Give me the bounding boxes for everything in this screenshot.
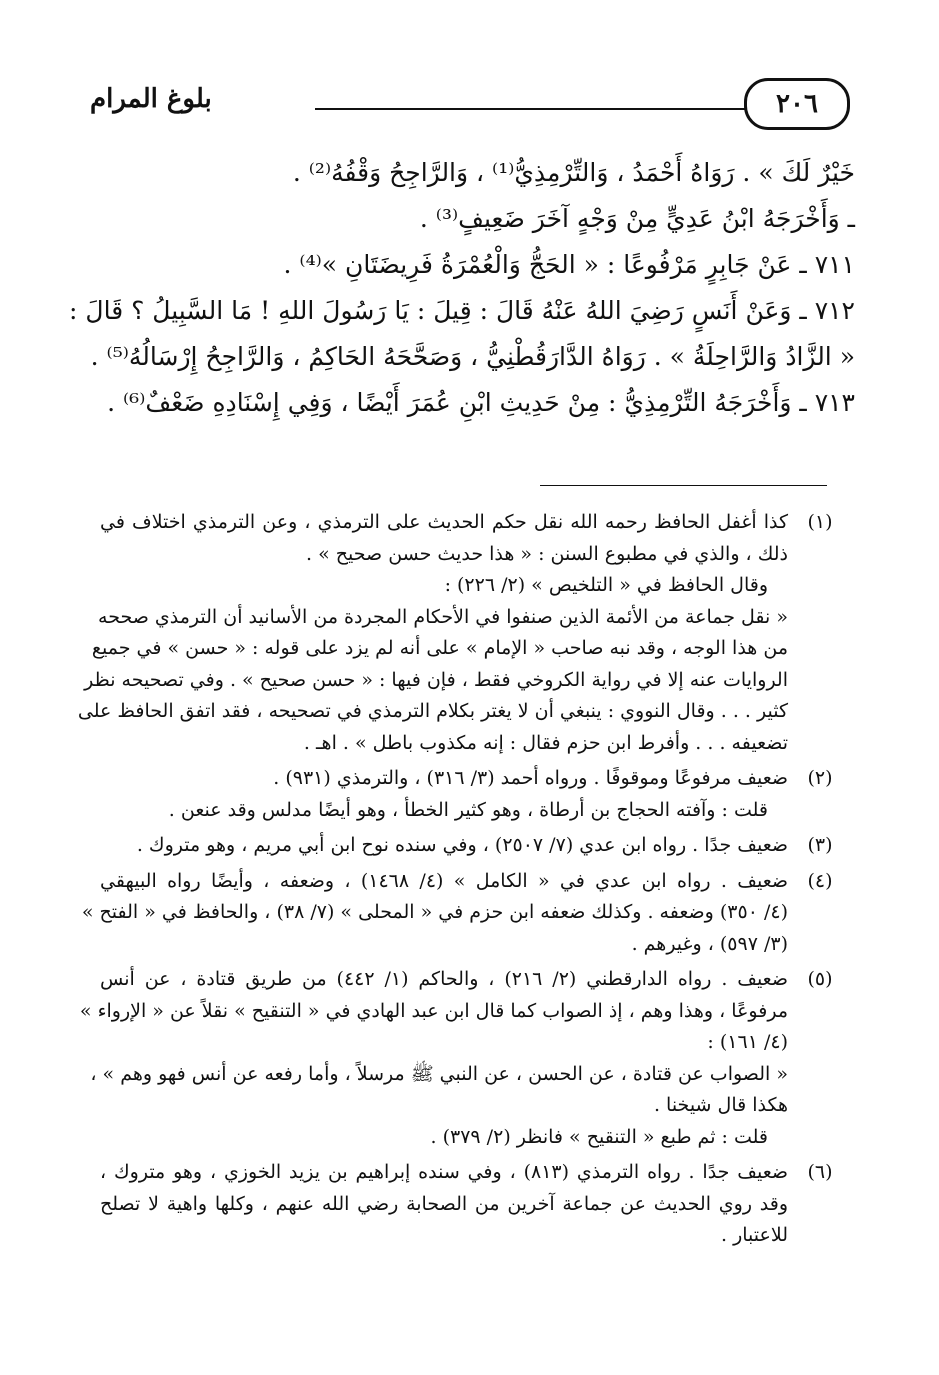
footnote-line: « الصواب عن قتادة ، عن الحسن ، عن النبي ﷺ مرسلاً ، وأما رفعه عن أنس فهو وهم » ، (90, 1062, 788, 1085)
footnote-separator (540, 485, 827, 486)
footnote-line: كثير . . . وقال النووي : ينبغي أن لا يغتر بكلام الترمذي في تصحيحه ، فقد اتفق الحافظ على (77, 700, 788, 722)
footnote-line: هكذا قال شيخنا . (653, 1094, 788, 1116)
footnote-line: ضعيف . رواه ابن عدي في « الكامل » (٤/ ١٤٦٨) ، وضعفه ، وأيضًا رواه البيهقي (100, 869, 788, 892)
footnote-3 (100, 830, 845, 862)
footnote-4 (81, 866, 845, 961)
footnote-line: قلت : وآفته الحجاج بن أرطاة ، وهو كثير الخطأ ، وهو أيضًا مدلس وقد عنعن . (168, 798, 768, 821)
footnote-line: « نقل جماعة من الأئمة الذين صنفوا في الأحكام المجردة من الأسانيد أن الترمذي صححه (98, 605, 788, 628)
footnote-line: من هذا الوجه ، وقد نبه صاحب « الإمام » على أنه لم يزد على قوله : « حسن » في جميع (91, 637, 788, 659)
footnote-line: (٤/ ٣٥٠) وضعفه . وكذلك ضعفه ابن حزم في « المحلى » (٧/ ٣٨) ، والحافظ في « الفتح » (81, 901, 788, 923)
footnote-number: (٢) (807, 767, 833, 789)
footnote-5 (79, 964, 845, 1153)
footnote-line: مرفوعًا ، وهذا وهم ، إذ الصواب كما قال ابن عبد الهادي في « التنقيح » نقلاً عن « الإرواء » (79, 999, 788, 1022)
main-line: ـ وَأَخْرَجَهُ ابْنُ عَدِيٍّ مِنْ وَجْهٍ آخَرَ ضَعِيفٍ⁽³⁾ . (419, 204, 855, 233)
footnote-line: (٤/ ١٦١) : (707, 1031, 788, 1053)
footnote-6 (100, 1157, 845, 1252)
footnotes (77, 507, 845, 1252)
footnote-line: قلت : ثم طبع « التنقيح » فانظر (٢/ ٣٧٩) . (430, 1125, 768, 1148)
main-line: خَيْرٌ لَكَ » . رَوَاهُ أَحْمَدُ ، وَالتِّرْمِذِيُّ⁽¹⁾ ، وَالرَّاجِحُ وَقْفُهُ⁽²⁾ . (292, 158, 855, 187)
footnote-line: ضعيف . رواه الدارقطني (٢/ ٢١٦) ، والحاكم (١/ ٤٤٢) من طريق قتادة ، عن أنس (100, 968, 788, 990)
hadith-711: ٧١١ ـ عَنْ جَابِرٍ مَرْفُوعًا : « الحَجُّ وَالْعُمْرَةُ فَرِيضَتَانِ »⁽⁴⁾ . (283, 250, 855, 279)
main-line: « الزَّادُ وَالرَّاحِلَةُ » . رَوَاهُ الدَّارَقُطْنِيُّ ، وَصَحَّحَهُ الحَاكِمُ ، وَالرَّاجِحُ إِرْسَالُهُ⁽⁵⁾ . (90, 342, 855, 371)
main-text (69, 150, 855, 426)
footnote-line: (٣/ ٥٩٧) ، وغيرهم . (631, 932, 788, 955)
footnote-line: للاعتبار . (721, 1224, 788, 1246)
footnote-number: (١) (807, 511, 833, 533)
footnote-1 (77, 507, 845, 759)
hadith-712: ٧١٢ ـ وَعَنْ أَنَسٍ رَضِيَ اللهُ عَنْهُ قَالَ : قِيلَ : يَا رَسُولَ اللهِ ! مَا السَّبِيلُ ؟ قَالَ : (69, 296, 855, 325)
footnote-line: ضعيف مرفوعًا وموقوفًا . ورواه أحمد (٣/ ٣١٦) ، والترمذي (٩٣١) . (273, 767, 788, 789)
footnote-line: الروايات عنه إلا في رواية الكروخي فقط ، فإن فيها : « حسن صحيح » . وفي تصحيحه نظر (84, 668, 788, 691)
header-rule (315, 108, 745, 110)
footnote-line: ضعيف جدًا . رواه ابن عدي (٧/ ٢٥٠٧) ، وفي سنده نوح ابن أبي مريم ، وهو متروك . (136, 834, 788, 856)
page-header (90, 78, 850, 134)
footnote-line: كذا أغفل الحافظ رحمه الله نقل حكم الحديث على الترمذي ، وعن الترمذي اختلاف في (100, 511, 788, 533)
footnote-number: (٥) (807, 968, 833, 990)
footnote-number: (٣) (807, 834, 833, 856)
page-number: ٢٠٦ (744, 78, 850, 130)
footnote-line: ضعيف جدًا . رواه الترمذي (٨١٣) ، وفي سنده إبراهيم بن يزيد الخوزي ، وهو متروك ، (100, 1161, 788, 1183)
footnote-line: وقد روي الحديث عن جماعة آخرين من الصحابة رضي الله عنهم ، وكلها واهية لا تصلح (100, 1192, 788, 1215)
footnote-2 (100, 763, 845, 826)
footnote-number: (٦) (807, 1161, 833, 1183)
footnote-line: تضعيفه . . . وأفرط ابن حزم فقال : إنه مكذوب باطل » . اهـ . (303, 731, 788, 754)
footnote-number: (٤) (807, 869, 833, 892)
book-title: بلوغ المرام (90, 84, 212, 114)
footnote-line: وقال الحافظ في « التلخيص » (٢/ ٢٢٦) : (444, 574, 768, 596)
hadith-713: ٧١٣ ـ وَأَخْرَجَهُ التِّرْمِذِيُّ : مِنْ حَدِيثِ ابْنِ عُمَرَ أَيْضًا ، وَفِي إِسْنَادِهِ ضَعْفٌ⁽⁶⁾ . (107, 388, 855, 417)
footnote-line: ذلك ، والذي في مطبوع السنن : « هذا حديث حسن صحيح » . (306, 542, 788, 565)
